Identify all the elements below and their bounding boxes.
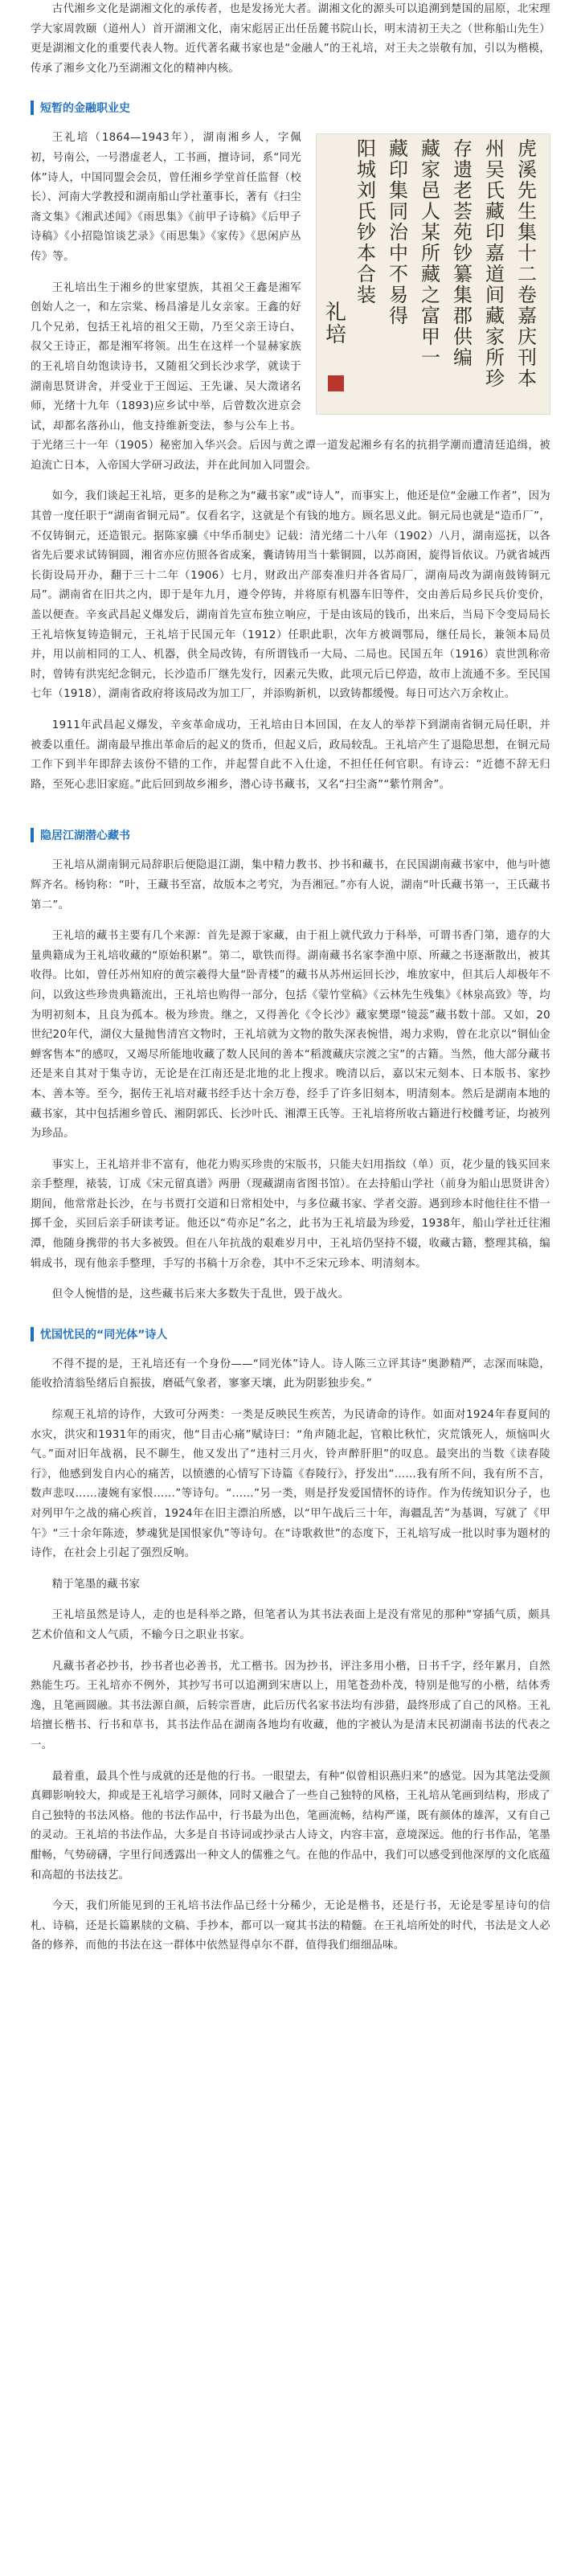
calligraphy-glyph: 本 xyxy=(518,367,537,391)
calligraphy-glyph: 所 xyxy=(485,346,505,370)
calligraphy-glyph: 藏 xyxy=(421,263,440,286)
calligraphy-glyph: 刘 xyxy=(357,179,376,203)
calligraphy-glyph: 刊 xyxy=(518,346,537,370)
calligraphy-glyph: 间 xyxy=(485,284,505,307)
calligraphy-glyph: 藏 xyxy=(485,305,505,328)
calligraphy-glyph: 钞 xyxy=(357,221,376,244)
calligraphy-artwork xyxy=(317,134,550,416)
seal-stamp xyxy=(328,375,344,391)
paragraph: 王礼培的藏书主要有几个来源：首先是源于家藏，由于祖上就代致力于科举，可谓书香门第，遗存的大量典籍成为王礼培收藏的“原始积累”。第二，歇铁而得。湖南藏书名家李渔中原、所藏之书逐渐散出，被其收得。比如，曾任苏州知府的黄宗羲得大量“卧青楼”的藏书从苏州运回长沙，堆放家中，但其后人却极年不问，以致这些珍贵典籍流出，王礼培也购得一部分，包括《蒙竹堂稿》《云林先生残集》《林泉高致》等，均为明初刻本，且良为孤本。极为珍贵。继之，又得善化《令长沙》藏家樊璟“镜蕊”藏书数十部。又如，20世纪20年代，湖仪大量抛售清宫文物时，王礼培就为文物的散失深表惋惜，竭力求购，曾在北京以“铜仙金蝉客售本”的感叹，又竭尽所能地收藏了数人民间的善本“稻渡藏庆宗渡之宝”的古籍。当然，他大部分藏书还是来自其对于集寺访，无论是在江南还是北地的北上搜求。晚清以后，嘉以宋元刻本、日本版书、家抄本、善本等。至今，据传王礼培对藏书经手达十余万卷，经手了许多旧刻本，明清刻本。然后是湖南本地的藏书家，其中包括湘乡曾氏、湘阴郭氏、长沙叶氏、湘潭王氏等。王礼培将所收古籍进行校雠考证，均被列为珍品。 xyxy=(31,930,550,1141)
calligraphy-glyph: 十 xyxy=(518,242,537,265)
calligraphy-glyph: 某 xyxy=(421,221,440,244)
calligraphy-glyph: 集 xyxy=(518,221,537,244)
calligraphy-glyph: 编 xyxy=(453,346,473,370)
calligraphy-glyph: 苑 xyxy=(453,221,473,244)
calligraphy-glyph: 虎 xyxy=(518,137,537,161)
calligraphy-glyph: 所 xyxy=(421,242,440,265)
calligraphy-glyph: 同 xyxy=(389,200,408,223)
paragraph: 王礼培出生于湘乡的世家望族，其祖父王鑫是湘军创始人之一，和左宗棠、杨昌濬是儿女亲家。王鑫的好几个兄弟，包括王礼培的祖父王勋，乃至父亲王诗白、叔父王诗正，都是湘军将领。出生在这样一个显赫家族的王礼培自幼饱读诗书，又随祖父到长沙求学，就读于湖南思贤讲舍，并受业于王闿运、王先谦、吴大澂诸名师，光绪十九年（1893)应乡试中举，后曾数次进京会试，却都名落孙山，他支持维新变法，参与公车上书。于光绪三十一年（1905）秘密加入华兴会。后因与黄之谭一道发起湘乡有名的抗捐学潮而遭清廷追缉，被迫流亡日本，入帝国大学研习政法，并在此间加入同盟会。 xyxy=(31,281,550,472)
calligraphy-glyph: 供 xyxy=(453,326,473,349)
calligraphy-glyph: 城 xyxy=(357,158,376,182)
calligraphy-glyph: 卷 xyxy=(518,284,537,307)
section-title: 短暂的金融职业史 xyxy=(40,102,130,116)
section-body-finance xyxy=(31,129,550,806)
calligraphy-glyph: 阳 xyxy=(357,137,376,161)
calligraphy-glyph: 嘉 xyxy=(485,242,505,265)
calligraphy-glyph: 氏 xyxy=(485,179,505,203)
paragraph: 1911年武昌起义爆发，辛亥革命成功，王礼培由日本回国，在友人的举荐下到湖南省铜元局任职，并被委以重任。湖南最早推出革命后的起义的货币，但起义后，政局较乱。王礼培产生了退隐思想，在铜元局工作下到半年即辞去该份不错的工作，并起誓自此不入仕途，不担任任何官职。有诗云：“近德不辞无归路，至死心悲旧家庭。”此后回到故乡湘乡，潜心诗书藏书，又名“扫尘斋”“紫竹荆舍”。 xyxy=(31,719,550,791)
calligraphy-glyph: 郡 xyxy=(453,305,473,328)
calligraphy-glyph: 集 xyxy=(453,284,473,307)
calligraphy-glyph: 家 xyxy=(485,326,505,349)
calligraphy-glyph: 中 xyxy=(389,242,408,265)
calligraphy-glyph: 邑 xyxy=(421,179,440,203)
calligraphy-glyph: 印 xyxy=(389,158,408,182)
calligraphy-glyph: 不 xyxy=(389,263,408,286)
calligraphy-glyph: 治 xyxy=(389,221,408,244)
calligraphy-glyph: 甲 xyxy=(421,326,440,349)
paragraph: 但令人惋惜的是，这些藏书后来大多数失于乱世，毁于战火。 xyxy=(51,1288,350,1301)
calligraphy-glyph: 庆 xyxy=(518,326,537,349)
paragraph: 今天，我们所能见到的王礼培书法作品已经十分稀少，无论是楷书，还是行书，无论是零星诗句的信札、诗稿，还是长篇累牍的文稿、手抄本，都可以一窥其书法的精髓。在王礼培所处的时代，书法是文人必备的修养，而他的书法在这一群体中依然显得卓尔不群，值得我们细细品味。 xyxy=(31,1900,550,1952)
calligraphy-glyph: 老 xyxy=(453,179,473,203)
paragraph: 最着重，最具个性与成就的还是他的行书。一眼望去，有种“似曾相识燕归来”的感觉。因为其笔法受颜真卿影响较大，抑或是王礼培学习颜体，同时又融合了一些自己独特的风格，王礼培从笔画到结构，形成了自己独特的书法风格。他的书法作品中，行书最为出色，笔画流畅，结构严谨，既有颜体的雄浑，又有自己的灵动。王礼培的书法作品，大多是自书诗词或抄录古人诗文，内容丰富，意境深远。他的行书作品，笔墨酣畅，气势磅礴，字里行间透露出一种文人的儒雅之气。在他的作品中，我们可以感受到他深厚的文化底蕴和高超的书法技艺。 xyxy=(31,1770,550,1882)
calligraphy-glyph: 道 xyxy=(485,263,505,286)
calligraphy-glyph: 州 xyxy=(485,137,505,161)
calligraphy-glyph: 得 xyxy=(389,305,408,328)
calligraphy-glyph: 二 xyxy=(518,263,537,286)
calligraphy-glyph: 氏 xyxy=(357,200,376,223)
calligraphy-glyph: 存 xyxy=(453,137,473,161)
paragraph: 凡藏书者必抄书，抄书者也必善书，尤工楷书。因为抄书，评注多用小楷，日书千字，经年累月，自然熟能生巧。王礼培亦不例外，其抄写书可以追溯到宋唐以上，用笔苍劲朴茂，特别是他写的小楷，结体秀逸，且笔画圆融。其书法源自颜，后转宗晋唐，此后历代名家书法均有涉猎，最终形成了自己的风格。王礼培擅长楷书、行书和草书，其书法作品在湖南各地均有收藏，他的字被认为是清末民初湖南书法的代表之一。 xyxy=(31,1660,550,1751)
section-heading-finance xyxy=(31,100,550,116)
calligraphy-glyph: 藏 xyxy=(485,200,505,223)
calligraphy-glyph: 藏 xyxy=(421,137,440,161)
calligraphy-image xyxy=(316,133,550,415)
section-title: 忧国忧民的“同光体”诗人 xyxy=(40,1328,168,1341)
heading-accent-bar xyxy=(31,828,34,842)
paragraph: 如今，我们谈起王礼培，更多的是称之为“藏书家”或“诗人”，而事实上，他还是位“金融工作者”，因为其曾一度任职于“湖南省铜元局”。仅看名字，这就是个有钱的地方。顾名思义此。铜元局也就是“造币厂”，不仅铸铜元，还造银元。据陈家骥《中华币制史》记载：清光绪二十八年（1902）八月，湖南巡抚，以各省先后要求试铸铜圆，湘省亦应仿照各省成案，囊请铸用当十紫铜圆，以苏商困，旋得旨依议。乃就省城西长街设局开办，翻于三十二年（1906）七月，财政出产部奏准归并各省局厂，湖南局改为湖南鼓铸铜元局”。湖南省在旧共之内，即于是年九月，遵令停铸，并将原有机器车旧等件，交由善后局乡民兵价变价，盖以便查。辛亥武昌起义爆发后，湖南首先宣布独立响应，于是由该局的钱币，出来后，当局下令变局局长王礼培恢复铸造铜元，王礼培于民国元年（1912）任职此职，次年方被调鄂局，继任局长，兼领本局员并，用以前相同的工人、机器，供全局改铸，有所谓钱币一大局、二局也。民国五年（1916）袁世凯称帝时，曾铸有洪宪纪念铜元，长沙造币厂继先发行，因素元失败，此项元后已停造，故市上流通不多。至民国七年（1918），湖南省政府将该局改为加工厂，并添购新机，以致铸都缓慢。每日可达六万余枚止。 xyxy=(31,490,550,701)
calligraphy-glyph: 一 xyxy=(421,346,440,370)
calligraphy-glyph: 印 xyxy=(485,221,505,244)
calligraphy-glyph: 吴 xyxy=(485,158,505,182)
calligraphy-glyph: 之 xyxy=(421,284,440,307)
calligraphy-glyph: 集 xyxy=(389,179,408,203)
calligraphy-glyph: 先 xyxy=(518,179,537,203)
calligraphy-signature: 礼 xyxy=(325,301,347,326)
calligraphy-glyph: 珍 xyxy=(485,367,505,391)
paragraph: 事实上，王礼培并非不富有，他花力购买珍贵的宋版书，只能夫妇用指纹（单）页，花少量的钱买回来亲手整理，裱装，订成《宋元留真谱》两册（现藏湖南省图书馆）。在去持船山学社（前身为船山思贤讲舍）期间，他常常赴长沙，在与书贾打交道和日常相处中，与多位藏书家、学者交游。遇到珍本时他往往不惜一掷千金，买回后亲手研读考证。他还以“苟亦足”名之，此书为王礼培最为珍爱，1938年，船山学社迁往湘潭，他随身携带的书大多被毁。但在八年抗战的艰难岁月中，王礼培仍坚持不辍，收藏古籍，整理其稿，编辑成书，现有他亲手整理，手写的书稿十万余卷，其中不乏宋元珍本、明清刻本。 xyxy=(31,1158,550,1270)
paragraph: 精于笔墨的藏书家 xyxy=(51,1578,141,1591)
calligraphy-signature: 培 xyxy=(325,323,347,348)
calligraphy-glyph: 人 xyxy=(421,200,440,223)
paragraph: 王礼培（1864—1943年），湖南湘乡人，字佩初，号南公，一号潜虚老人，工书画，擅诗词，系“同光体”诗人，中国同盟会会员，曾任湘乡学堂首任监督（校长）、河南大学教授和湖南船山学社董事长，著有《扫尘斋文集》《湘武述闻》《雨思集》《前甲子诗稿》《后甲子诗稿》《小招隐馆谈艺录》《雨思集》《家传》《思闲庐丛传》等。 xyxy=(31,132,301,263)
intro-paragraph: 古代湘乡文化是湖湘文化的承传者，也是发扬光大者。湖湘文化的源头可以追溯到楚国的屈原，北宋理学大家周敦颐（道州人）首开湖湘文化，南宋彪居正出任岳麓书院山长，明末清初王夫之（世称船山先生）更是湖湘文化的重要代表人物。近代著名藏书家也是“金融人”的王礼培，对王夫之崇敬有加，引以为楷模，传承了湘乡文化乃至湖湘文化的精神内核。 xyxy=(31,3,550,75)
calligraphy-glyph: 合 xyxy=(357,263,376,286)
section-title: 隐居江湖潜心藏书 xyxy=(40,829,130,843)
calligraphy-glyph: 钞 xyxy=(453,242,473,265)
calligraphy-glyph: 嘉 xyxy=(518,305,537,328)
calligraphy-glyph: 本 xyxy=(357,242,376,265)
calligraphy-glyph: 易 xyxy=(389,284,408,307)
calligraphy-glyph: 荟 xyxy=(453,200,473,223)
paragraph: 王礼培虽然是诗人，走的也是科举之路，但笔者认为其书法表面上是没有常见的那种“穿插气质，颇具艺术价值和文人气质，不输今日之职业书家。 xyxy=(31,1609,550,1641)
paragraph: 综观王礼培的诗作，大致可分两类：一类是反映民生疾苦，为民请命的诗作。如面对1924年春夏间的水灾，洪灾和1931年的雨灾，他“目击心痛”赋诗曰：“角声随北起，官粮比秋忙，灾荒饿死人，烦恼叫火气。”面对旧年战祸，民不聊生，他又发出了“违村三月火，铃声醉肝胆”的叹息。最突出的当数《读春陵行》，他感到发自内心的痛苦，以愤懑的心情写下诗篇《春陵行》，抒发出“……我有所不问，我有所不言，数声悲叹……凄婉有家恨……”等诗句。“……”另一类，则是抒发爱国情怀的诗作。作为传统知识分子，也对列甲午之战的痛心疾首，1924年在旧主漂泊所感，以“甲午战后三十年，海疆乱苦”为基调，写就了《甲午》“三十余年陈迹，梦魂犹是国恨家仇”等诗句。在“诗歌救世”的态度下，王礼培写成一批以时事为题材的诗作，在社会上引起了强烈反响。 xyxy=(31,1409,550,1560)
calligraphy-glyph: 遗 xyxy=(453,158,473,182)
paragraph: 王礼培从湖南铜元局辞职后便隐退江湖，集中精力教书、抄书和藏书，在民国湖南藏书家中，他与叶德辉齐名。杨钧称：“叶，王藏书至富，故版本之考究，为吾湘冠。”亦有人说，湖南“叶氏藏书第一，王氏藏书第二”。 xyxy=(31,859,550,911)
section-heading-collection xyxy=(31,827,550,843)
calligraphy-glyph: 生 xyxy=(518,200,537,223)
calligraphy-glyph: 装 xyxy=(357,284,376,307)
calligraphy-glyph: 富 xyxy=(421,305,440,328)
heading-accent-bar xyxy=(31,100,34,115)
calligraphy-glyph: 藏 xyxy=(389,137,408,161)
calligraphy-glyph: 家 xyxy=(421,158,440,182)
paragraph: 不得不提的是，王礼培还有一个身份——“同光体”诗人。诗人陈三立评其诗“奥渺精严，志深而味隐，能收拾清翁坠绪后自振拔，磨砥气象者，寥寥天壤，此为阴影独步矣。” xyxy=(31,1358,550,1390)
heading-accent-bar xyxy=(31,1327,34,1341)
section-heading-poet xyxy=(31,1326,550,1342)
calligraphy-glyph: 纂 xyxy=(453,263,473,286)
calligraphy-glyph: 溪 xyxy=(518,158,537,182)
